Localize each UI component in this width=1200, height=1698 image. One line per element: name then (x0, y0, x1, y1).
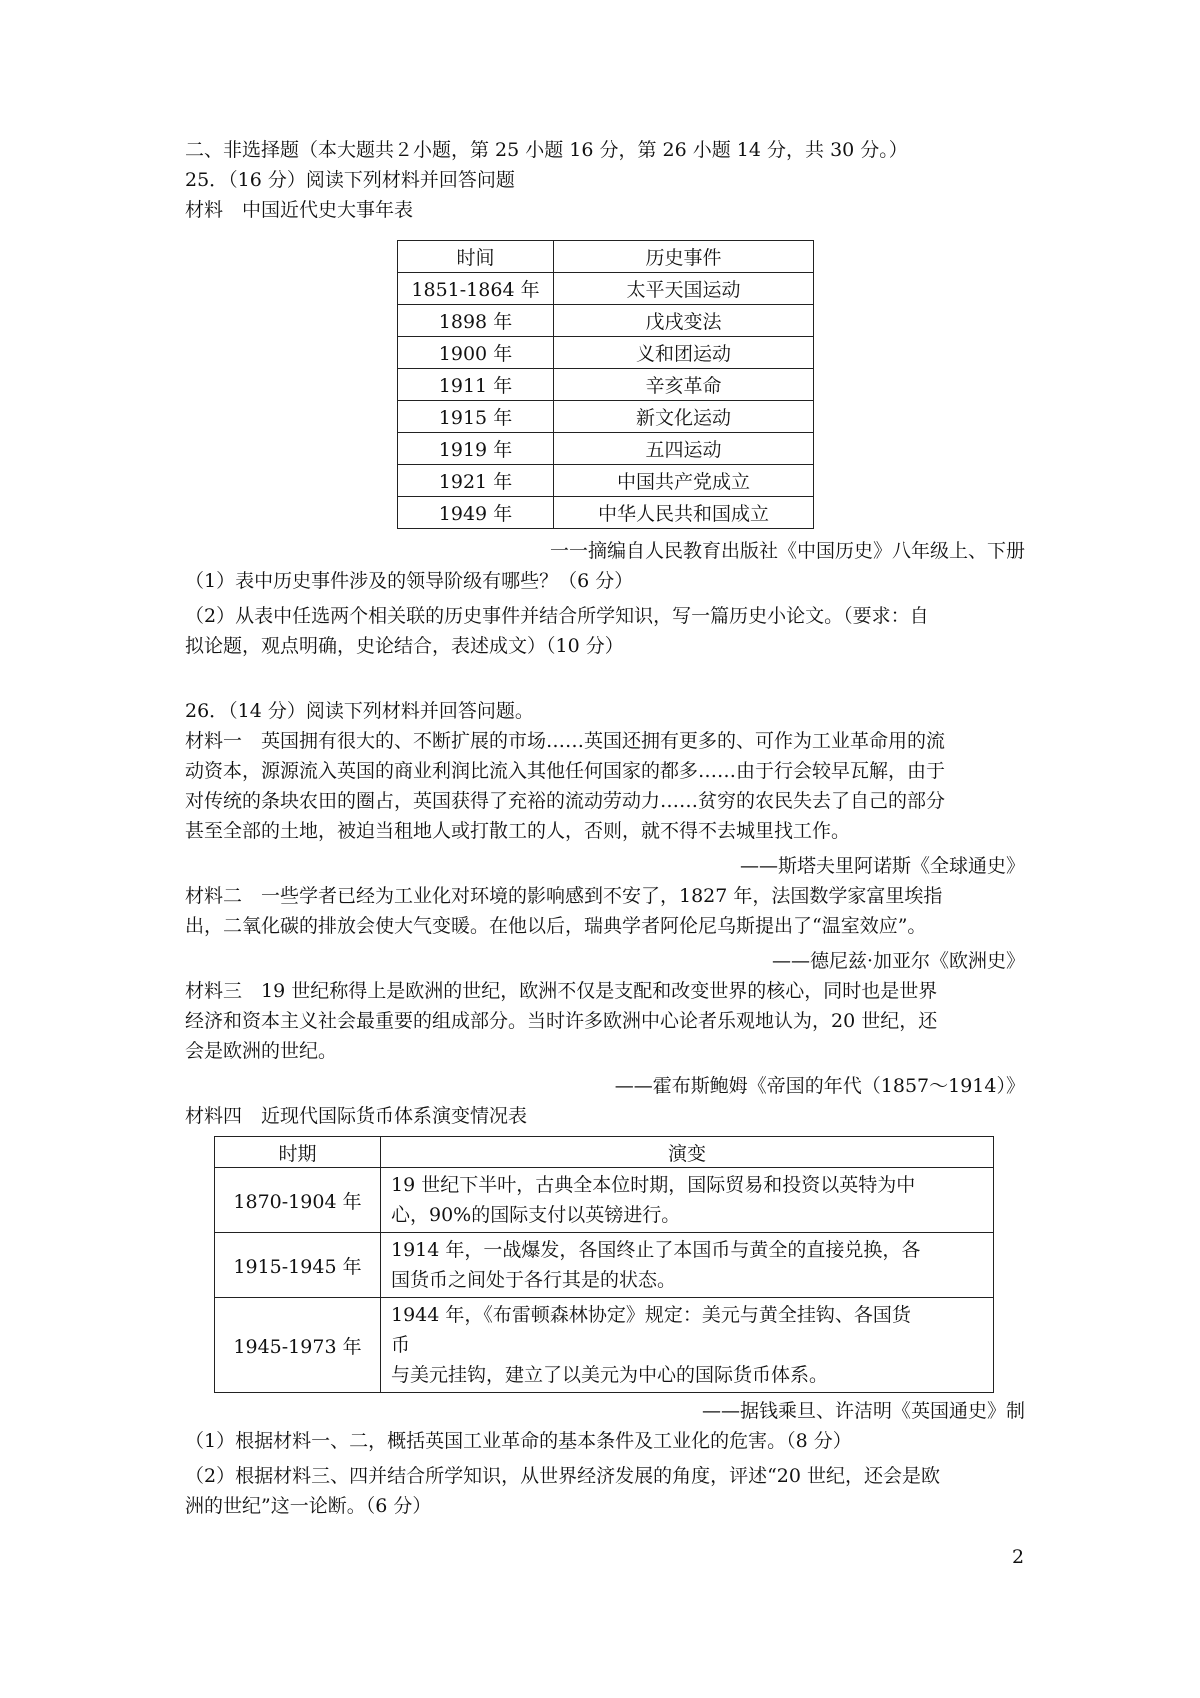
material-3-line: 会是欧洲的世纪。 (185, 1040, 338, 1062)
table-header-cell: 演变 (381, 1137, 994, 1168)
table-row (398, 401, 814, 433)
q25-subquestion-1: （1）表中历史事件涉及的领导阶级有哪些？（6 分） (185, 570, 634, 592)
material-3-line: 材料三 19 世纪称得上是欧洲的世纪，欧洲不仅是支配和改变世界的核心，同时也是世界 (185, 980, 938, 1002)
q26-subquestion-2-line1: （2）根据材料三、四并结合所学知识，从世界经济发展的角度，评述“20 世纪，还会是欧 (185, 1465, 941, 1487)
period-cell: 1915-1945 年 (215, 1233, 381, 1298)
material-3-line: 经济和资本主义社会最重要的组成部分。当时许多欧洲中心论者乐观地认为，20 世纪，还 (185, 1010, 938, 1032)
material-3-source: ——霍布斯鲍姆《帝国的年代（1857～1914）》 (614, 1075, 1025, 1097)
table-row (398, 369, 814, 401)
material-1-line: 对传统的条块农田的圈占，英国获得了充裕的流动劳动力……贫穷的农民失去了自己的部分 (185, 790, 946, 812)
table-header-cell: 时间 (398, 241, 554, 273)
evolution-line: 国货币之间处于各行其是的状态。 (391, 1269, 677, 1291)
table-row (398, 497, 814, 529)
table-cell: 1898 年 (398, 305, 554, 337)
period-cell: 1870-1904 年 (215, 1168, 381, 1233)
material-1-line: 材料一 英国拥有很大的、不断扩展的市场……英国还拥有更多的、可作为工业革命用的流 (185, 730, 946, 752)
q26-heading: 26．（14 分）阅读下列材料并回答问题。 (185, 700, 534, 722)
evolution-cell (381, 1233, 994, 1298)
section-title: 二、非选择题（本大题共２小题，第 25 小题 16 分，第 26 小题 14 分，共 30 分。） (185, 139, 908, 161)
evolution-line: 1914 年，一战爆发，各国终止了本国币与黄全的直接兑换，各 (391, 1239, 921, 1261)
q26-subquestion-1: （1）根据材料一、二，概括英国工业革命的基本条件及工业化的危害。（8 分） (185, 1430, 852, 1452)
table-cell: 戊戌变法 (554, 305, 814, 337)
evolution-cell (381, 1298, 994, 1393)
material-2-line: 材料二 一些学者已经为工业化对环境的影响感到不安了，1827 年，法国数学家富里埃指 (185, 885, 943, 907)
evolution-line: 心，90%的国际支付以英镑进行。 (391, 1204, 681, 1226)
q25-subquestion-2-line1: （2）从表中任选两个相关联的历史事件并结合所学知识，写一篇历史小论文。（要求：自 (185, 605, 929, 627)
table-cell: 1919 年 (398, 433, 554, 465)
table-cell: 1949 年 (398, 497, 554, 529)
material-2-source: ——德尼兹·加亚尔《欧洲史》 (771, 950, 1025, 972)
chronology-table (397, 240, 814, 529)
evolution-line: 与美元挂钩，建立了以美元为中心的国际货币体系。 (391, 1364, 829, 1386)
table-cell: 太平天国运动 (554, 273, 814, 305)
material-4-source: ——据钱乘旦、许洁明《英国通史》制 (701, 1400, 1025, 1422)
q25-source: 一一摘编自人民教育出版社《中国历史》八年级上、下册 (549, 540, 1025, 562)
table-cell: 五四运动 (554, 433, 814, 465)
q26-subquestion-2-line2: 洲的世纪”这一论断。（6 分） (185, 1495, 432, 1517)
table-row (215, 1168, 994, 1233)
table-cell: 中华人民共和国成立 (554, 497, 814, 529)
evolution-line: 19 世纪下半叶，古典全本位时期，国际贸易和投资以英特为中 (391, 1174, 916, 1196)
table-header-cell: 时期 (215, 1137, 381, 1168)
table-row (215, 1298, 994, 1393)
material-1-line: 动资本，源源流入英国的商业利润比流入其他任何国家的都多……由于行会较早瓦解，由于 (185, 760, 946, 782)
table-row (398, 465, 814, 497)
table-header-cell: 历史事件 (554, 241, 814, 273)
table-cell: 1915 年 (398, 401, 554, 433)
material-2-line: 出，二氧化碳的排放会使大气变暖。在他以后，瑞典学者阿伦尼乌斯提出了“温室效应”。 (185, 915, 927, 937)
table-row (398, 433, 814, 465)
evolution-line: 1944 年，《布雷顿森林协定》规定：美元与黄全挂钩、各国货 (391, 1304, 911, 1326)
evolution-line: 币 (391, 1334, 411, 1356)
table-row (398, 337, 814, 369)
table-cell: 1900 年 (398, 337, 554, 369)
table-cell: 1911 年 (398, 369, 554, 401)
table-row (398, 273, 814, 305)
table-row (215, 1233, 994, 1298)
monetary-system-table (214, 1136, 994, 1393)
table-cell: 辛亥革命 (554, 369, 814, 401)
evolution-cell (381, 1168, 994, 1233)
material-1-line: 甚至全部的土地，被迫当租地人或打散工的人，否则，就不得不去城里找工作。 (185, 820, 851, 842)
table-header-row (398, 241, 814, 273)
table-cell: 义和团运动 (554, 337, 814, 369)
table-header-row (215, 1137, 994, 1168)
q25-heading: 25．（16 分）阅读下列材料并回答问题 (185, 169, 515, 191)
table-cell: 1921 年 (398, 465, 554, 497)
period-cell: 1945-1973 年 (215, 1298, 381, 1393)
q25-subquestion-2-line2: 拟论题，观点明确，史论结合，表述成文）（10 分） (185, 635, 624, 657)
material-1-source: ——斯塔夫里阿诺斯《全球通史》 (739, 855, 1025, 877)
table-cell: 1851-1864 年 (398, 273, 554, 305)
table-row (398, 305, 814, 337)
page-number: 2 (1012, 1546, 1025, 1568)
table-cell: 新文化运动 (554, 401, 814, 433)
material-4-title: 材料四 近现代国际货币体系演变情况表 (185, 1105, 528, 1127)
q25-material-title: 材料 中国近代史大事年表 (185, 199, 414, 221)
table-cell: 中国共产党成立 (554, 465, 814, 497)
